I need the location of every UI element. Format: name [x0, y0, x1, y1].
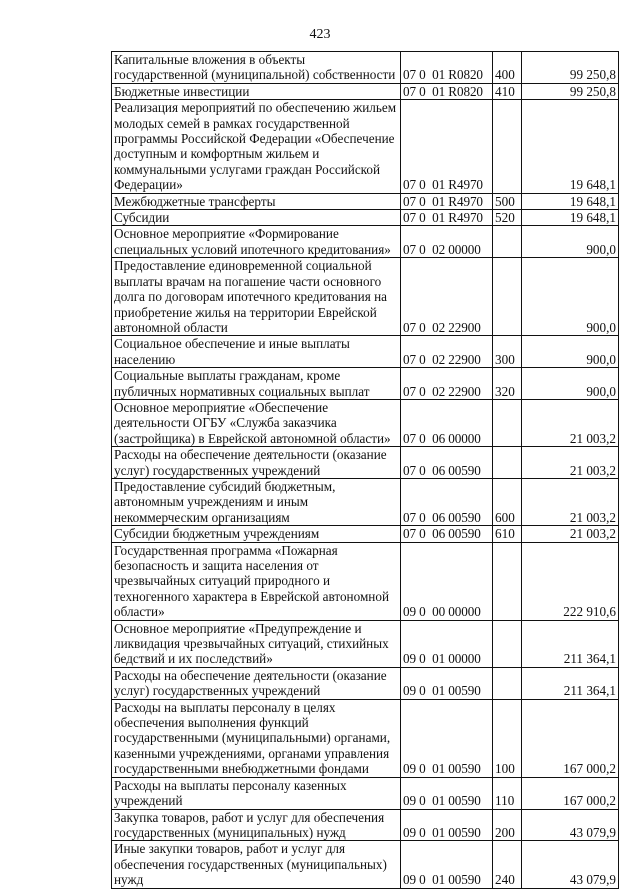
expense-name-cell: Иные закупки товаров, работ и услуг для обеспечения государственных (муниципальных) нужд [112, 841, 401, 888]
target-article-code-cell: 07 0 06 00590 [401, 526, 493, 542]
expense-name-cell: Социальное обеспечение и иные выплаты населению [112, 336, 401, 368]
target-article-code-cell: 09 0 01 00590 [401, 699, 493, 777]
amount-cell: 19 648,1 [522, 193, 619, 209]
expense-type-cell [493, 226, 522, 258]
expense-type-cell [493, 542, 522, 620]
expense-name-cell: Закупка товаров, работ и услуг для обеспечения государственных (муниципальных) нужд [112, 809, 401, 841]
expense-type-cell [493, 399, 522, 446]
target-article-code-cell: 07 0 06 00000 [401, 399, 493, 446]
target-article-code-cell: 09 0 01 00590 [401, 777, 493, 809]
expense-type-cell: 300 [493, 336, 522, 368]
table-row [112, 368, 619, 400]
amount-cell: 900,0 [522, 226, 619, 258]
expense-name-cell: Государственная программа «Пожарная безопасность и защита населения от чрезвычайных ситуаций природного и техногенного характера в Еврейской автономной области» [112, 542, 401, 620]
expense-type-cell: 110 [493, 777, 522, 809]
target-article-code-cell: 07 0 02 22900 [401, 336, 493, 368]
expense-type-cell: 240 [493, 841, 522, 888]
amount-cell: 21 003,2 [522, 399, 619, 446]
expense-type-cell: 600 [493, 478, 522, 525]
target-article-code-cell: 07 0 01 R4970 [401, 100, 493, 193]
amount-cell: 167 000,2 [522, 699, 619, 777]
expense-type-cell [493, 258, 522, 336]
table-row [112, 193, 619, 209]
table-row [112, 667, 619, 699]
amount-cell: 21 003,2 [522, 526, 619, 542]
amount-cell: 900,0 [522, 258, 619, 336]
table-row [112, 83, 619, 99]
expense-name-cell: Предоставление субсидий бюджетным, автономным учреждениям и иным некоммерческим организациям [112, 478, 401, 525]
amount-cell: 211 364,1 [522, 667, 619, 699]
amount-cell: 99 250,8 [522, 52, 619, 84]
expense-name-cell: Основное мероприятие «Формирование специальных условий ипотечного кредитования» [112, 226, 401, 258]
expense-type-cell [493, 620, 522, 667]
table-row [112, 809, 619, 841]
target-article-code-cell: 07 0 01 R4970 [401, 210, 493, 226]
page-number: 423 [309, 27, 331, 42]
amount-cell: 43 079,9 [522, 841, 619, 888]
amount-cell: 222 910,6 [522, 542, 619, 620]
target-article-code-cell: 07 0 01 R4970 [401, 193, 493, 209]
expense-name-cell: Бюджетные инвестиции [112, 83, 401, 99]
target-article-code-cell: 07 0 02 22900 [401, 368, 493, 400]
expense-name-cell: Социальные выплаты гражданам, кроме публичных нормативных социальных выплат [112, 368, 401, 400]
table-row [112, 399, 619, 446]
expense-name-cell: Межбюджетные трансферты [112, 193, 401, 209]
expense-type-cell: 400 [493, 52, 522, 84]
table-row [112, 841, 619, 888]
expense-name-cell: Основное мероприятие «Обеспечение деятельности ОГБУ «Служба заказчика (застройщика) в Еврейской автономной области» [112, 399, 401, 446]
table-row [112, 526, 619, 542]
expense-type-cell [493, 100, 522, 193]
expense-name-cell: Расходы на обеспечение деятельности (оказание услуг) государственных учреждений [112, 667, 401, 699]
target-article-code-cell: 09 0 00 00000 [401, 542, 493, 620]
table-row [112, 542, 619, 620]
target-article-code-cell: 09 0 01 00590 [401, 667, 493, 699]
expense-type-cell: 500 [493, 193, 522, 209]
target-article-code-cell: 07 0 06 00590 [401, 478, 493, 525]
expense-name-cell: Предоставление единовременной социальной выплаты врачам на погашение части основного долга по договорам ипотечного кредитования на приобретение жилья на территории Еврейской автономной области [112, 258, 401, 336]
table-row [112, 258, 619, 336]
table-row [112, 226, 619, 258]
target-article-code-cell: 07 0 02 22900 [401, 258, 493, 336]
amount-cell: 211 364,1 [522, 620, 619, 667]
amount-cell: 21 003,2 [522, 447, 619, 479]
expense-name-cell: Реализация мероприятий по обеспечению жильем молодых семей в рамках государственной программы Российской Федерации «Обеспечение доступным и комфортным жильем и коммунальными услугами граждан Российской Федерации» [112, 100, 401, 193]
amount-cell: 19 648,1 [522, 100, 619, 193]
budget-table [111, 51, 619, 889]
target-article-code-cell: 07 0 01 R0820 [401, 83, 493, 99]
expense-name-cell: Расходы на выплаты персоналу казенных учреждений [112, 777, 401, 809]
expense-name-cell: Субсидии [112, 210, 401, 226]
amount-cell: 43 079,9 [522, 809, 619, 841]
table-row [112, 478, 619, 525]
expense-type-cell: 410 [493, 83, 522, 99]
target-article-code-cell: 09 0 01 00590 [401, 841, 493, 888]
amount-cell: 167 000,2 [522, 777, 619, 809]
target-article-code-cell: 09 0 01 00000 [401, 620, 493, 667]
target-article-code-cell: 07 0 06 00590 [401, 447, 493, 479]
table-row [112, 210, 619, 226]
expense-type-cell [493, 447, 522, 479]
budget-table-body [112, 52, 619, 889]
expense-name-cell: Расходы на выплаты персоналу в целях обеспечения выполнения функций государственными (муниципальными) органами, казенными учреждениями, органами управления государственными внебюджетными фондами [112, 699, 401, 777]
table-row [112, 336, 619, 368]
amount-cell: 19 648,1 [522, 210, 619, 226]
expense-type-cell: 520 [493, 210, 522, 226]
target-article-code-cell: 07 0 01 R0820 [401, 52, 493, 84]
expense-type-cell: 610 [493, 526, 522, 542]
table-row [112, 52, 619, 84]
table-row [112, 447, 619, 479]
amount-cell: 900,0 [522, 368, 619, 400]
expense-type-cell: 200 [493, 809, 522, 841]
target-article-code-cell: 09 0 01 00590 [401, 809, 493, 841]
expense-name-cell: Субсидии бюджетным учреждениям [112, 526, 401, 542]
expense-type-cell: 320 [493, 368, 522, 400]
amount-cell: 900,0 [522, 336, 619, 368]
expense-name-cell: Расходы на обеспечение деятельности (оказание услуг) государственных учреждений [112, 447, 401, 479]
expense-type-cell [493, 667, 522, 699]
table-row [112, 100, 619, 193]
target-article-code-cell: 07 0 02 00000 [401, 226, 493, 258]
table-row [112, 699, 619, 777]
expense-type-cell: 100 [493, 699, 522, 777]
expense-name-cell: Капитальные вложения в объекты государственной (муниципальной) собственности [112, 52, 401, 84]
table-row [112, 620, 619, 667]
expense-name-cell: Основное мероприятие «Предупреждение и ликвидация чрезвычайных ситуаций, стихийных бедствий и их последствий» [112, 620, 401, 667]
amount-cell: 21 003,2 [522, 478, 619, 525]
table-row [112, 777, 619, 809]
amount-cell: 99 250,8 [522, 83, 619, 99]
